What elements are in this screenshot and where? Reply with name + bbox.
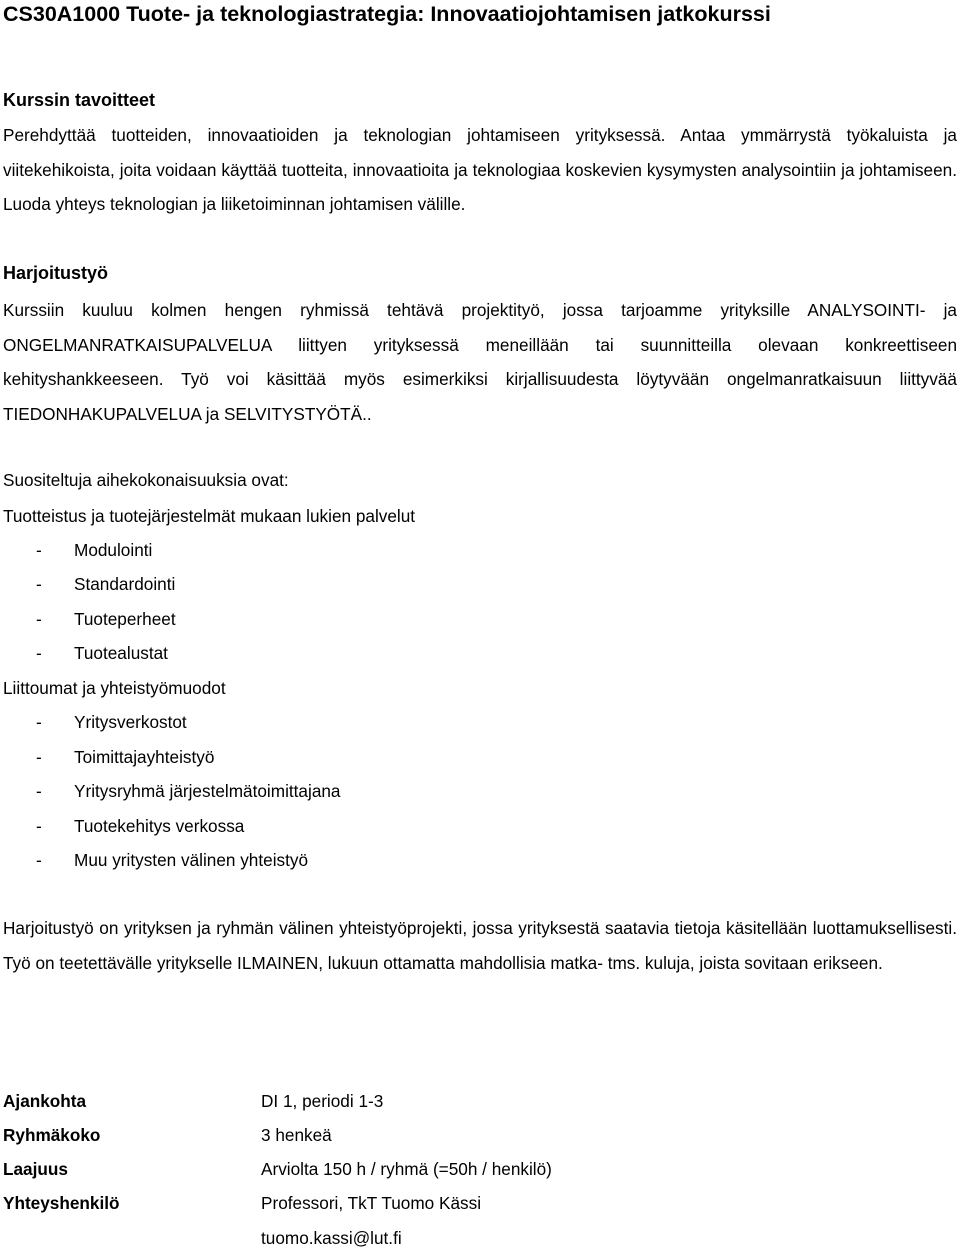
exercise-text: Kurssiin kuuluu kolmen hengen ryhmissä tehtävä projektityö, jossa tarjoamme yrityksille ANALYSOINTI- ja ONGELMANRATKAISUPALVELUA liittyen yrityksessä meneillään tai suunnitteilla olevaan konkreettiseen kehityshankkeeseen. Työ voi käsittää myös esimerkiksi kirjallisuudesta löytyvään ongelmanratkaisuun liittyvää TIEDONHAKUPALVELUA ja SELVITYSTYÖTÄ..	[3, 300, 957, 424]
scope-value: Arviolta 150 h / ryhmä (=50h / henkilö)	[261, 1159, 552, 1179]
list-item-text: Standardointi	[74, 574, 176, 594]
suggested-topics-heading: Suositeltuja aihekokonaisuuksia ovat:	[3, 470, 289, 490]
bullet-dash: -	[36, 747, 42, 767]
bullet-dash: -	[36, 540, 42, 560]
objectives-heading: Kurssin tavoitteet	[3, 90, 156, 110]
bullet-dash: -	[36, 574, 42, 594]
group-size-label: Ryhmäkoko	[3, 1125, 101, 1145]
contact-email: tuomo.kassi@lut.fi	[261, 1228, 402, 1248]
bullet-dash: -	[36, 850, 42, 870]
bullet-dash: -	[36, 816, 42, 836]
scope-label: Laajuus	[3, 1159, 68, 1179]
topic-group-productization: Tuotteistus ja tuotejärjestelmät mukaan lukien palvelut	[3, 506, 416, 526]
bullet-dash: -	[36, 609, 42, 629]
group-size-value: 3 henkeä	[261, 1125, 332, 1145]
timing-value: DI 1, periodi 1-3	[261, 1091, 384, 1111]
list-item-text: Tuotekehitys verkossa	[74, 816, 245, 836]
exercise-heading: Harjoitustyö	[3, 263, 109, 283]
list-item-text: Yritysryhmä järjestelmätoimittajana	[74, 781, 341, 801]
bullet-dash: -	[36, 781, 42, 801]
topic-group-alliances: Liittoumat ja yhteistyömuodot	[3, 678, 226, 698]
exercise-closing-text: Harjoitustyö on yrityksen ja ryhmän välinen yhteistyöprojekti, jossa yrityksestä saatavia tietoja käsitellään luottamuksellisesti. Työ on teetettävälle yritykselle ILMAINEN, lukuun ottamatta mahdollisia matka- tms. kuluja, joista sovitaan erikseen.	[3, 918, 957, 973]
timing-label: Ajankohta	[3, 1091, 87, 1111]
list-item-text: Muu yritysten välinen yhteistyö	[74, 850, 309, 870]
list-item-text: Tuotealustat	[74, 643, 168, 663]
contact-value: Professori, TkT Tuomo Kässi	[261, 1193, 482, 1213]
objectives-text: Perehdyttää tuotteiden, innovaatioiden ja teknologian johtamiseen yrityksessä. Antaa ymmärrystä työkaluista ja viitekehikoista, joita voidaan käyttää tuotteita, innovaatioita ja teknologiaa koskevien kysymysten analysointiin ja johtamiseen. Luoda yhteys teknologian ja liiketoiminnan johtamisen välille.	[3, 125, 957, 214]
list-item-text: Toimittajayhteistyö	[74, 747, 215, 767]
bullet-dash: -	[36, 643, 42, 663]
list-item-text: Tuoteperheet	[74, 609, 176, 629]
document-title: CS30A1000 Tuote- ja teknologiastrategia: Innovaatiojohtamisen jatkokurssi	[3, 2, 771, 26]
list-item-text: Modulointi	[74, 540, 153, 560]
bullet-dash: -	[36, 712, 42, 732]
contact-label: Yhteyshenkilö	[3, 1193, 120, 1213]
list-item-text: Yritysverkostot	[74, 712, 187, 732]
